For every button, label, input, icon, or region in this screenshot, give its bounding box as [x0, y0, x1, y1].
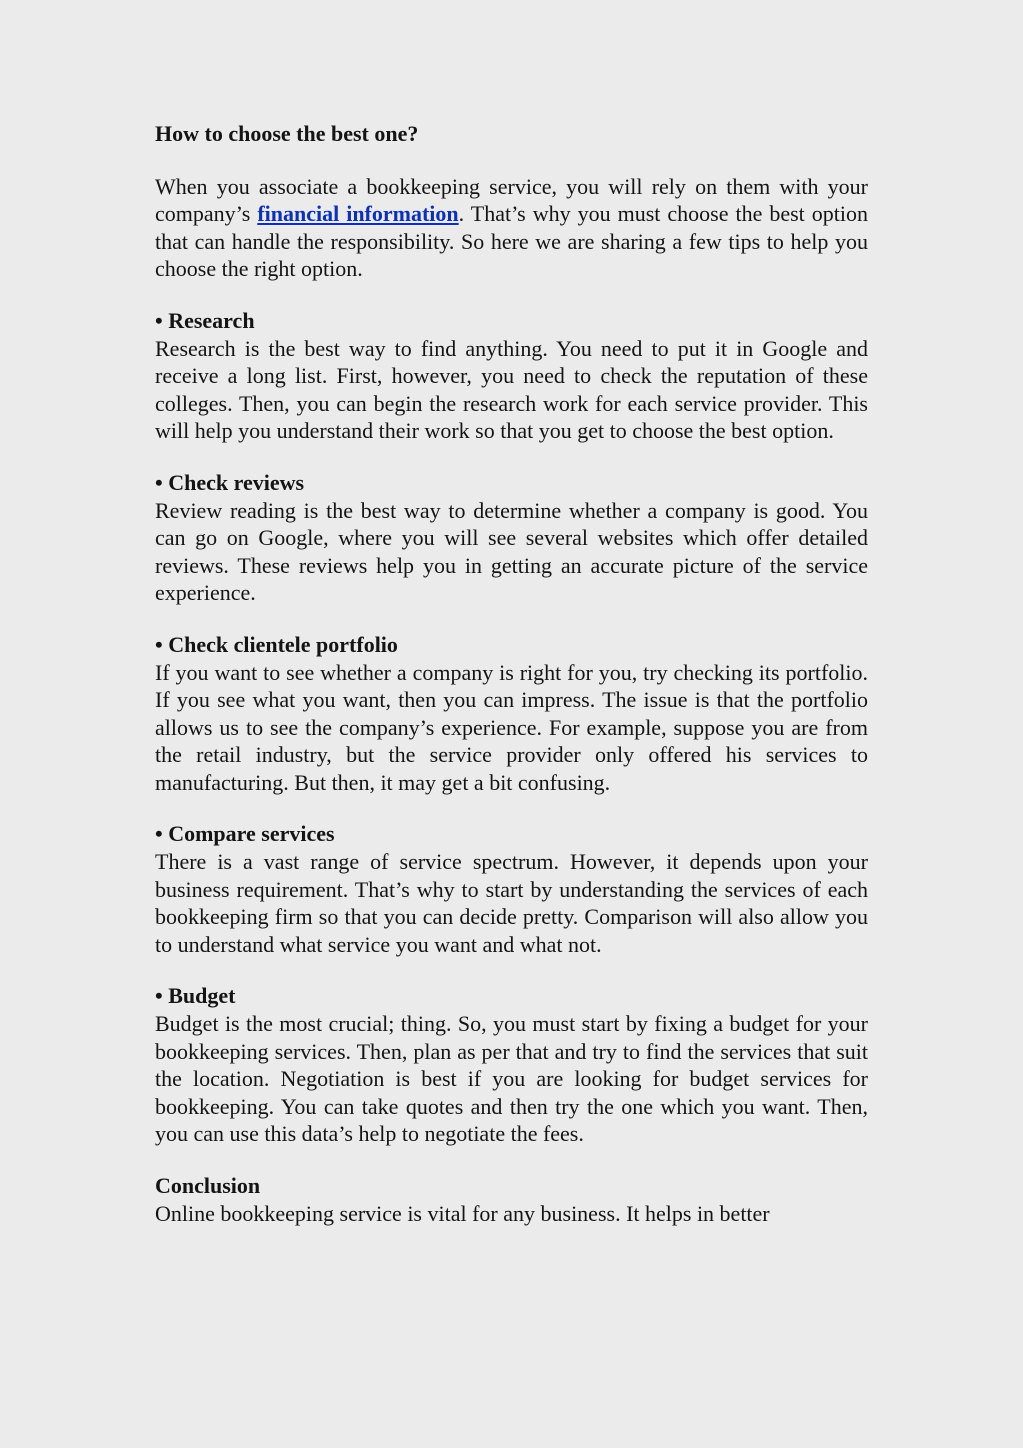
- section-title: • Research: [155, 307, 255, 333]
- section-body: There is a vast range of service spectrum. However, it depends upon your business requirement. That’s why to start by understanding the services of each bookkeeping firm so that you can decide pretty. Comparison will also allow you to understand what service you want and what not.: [155, 849, 868, 957]
- section-title: • Check reviews: [155, 469, 305, 495]
- section-title: • Budget: [155, 983, 236, 1009]
- section-check-clientele-portfolio: [155, 631, 868, 797]
- section-body: If you want to see whether a company is right for you, try checking its portfolio. If you see what you want, then you can impress. The issue is that the portfolio allows us to see the company’s experience. For example, suppose you are from the retail industry, but the service provider only offered his services to manufacturing. But then, it may get a bit confusing.: [155, 659, 868, 795]
- section-title: • Check clientele portfolio: [155, 631, 398, 657]
- section-body: Online bookkeeping service is vital for any business. It helps in better: [155, 1200, 770, 1226]
- section-body: Review reading is the best way to determine whether a company is good. You can go on Google, where you will see several websites which offer detailed reviews. These reviews help you in getting an accurate picture of the service experience.: [155, 497, 868, 606]
- document-page: [155, 120, 868, 1227]
- intro-text-before-link: When you associate a bookkeeping service, you will rely on them with your company’s: [155, 173, 868, 227]
- section-title: • Compare services: [155, 821, 335, 847]
- financial-information-link[interactable]: financial information: [257, 201, 459, 227]
- section-body: Budget is the most crucial; thing. So, you must start by fixing a budget for your bookkeeping services. Then, plan as per that and try to find the services that suit the location. Negotiation is best if you are looking for budget services for bookkeeping. You can take quotes and then try the one which you want. Then, you can use this data’s help to negotiate the fees.: [155, 1011, 868, 1147]
- section-compare-services: [155, 820, 868, 958]
- section-check-reviews: [155, 469, 868, 607]
- section-budget: [155, 982, 868, 1148]
- section-research: [155, 307, 868, 445]
- section-body: Research is the best way to find anything. You need to put it in Google and receive a long list. First, however, you need to check the reputation of these colleges. Then, you can begin the research work for each service provider. This will help you understand their work so that you get to choose the best option.: [155, 335, 868, 444]
- document-title: How to choose the best one?: [155, 121, 419, 146]
- section-conclusion: [155, 1172, 868, 1227]
- intro-paragraph: [155, 173, 868, 283]
- intro-text-after-link: . That’s why you must choose the best option that can handle the responsibility. So here we are sharing a few tips to help you choose the right option.: [155, 201, 868, 282]
- section-title: Conclusion: [155, 1173, 261, 1198]
